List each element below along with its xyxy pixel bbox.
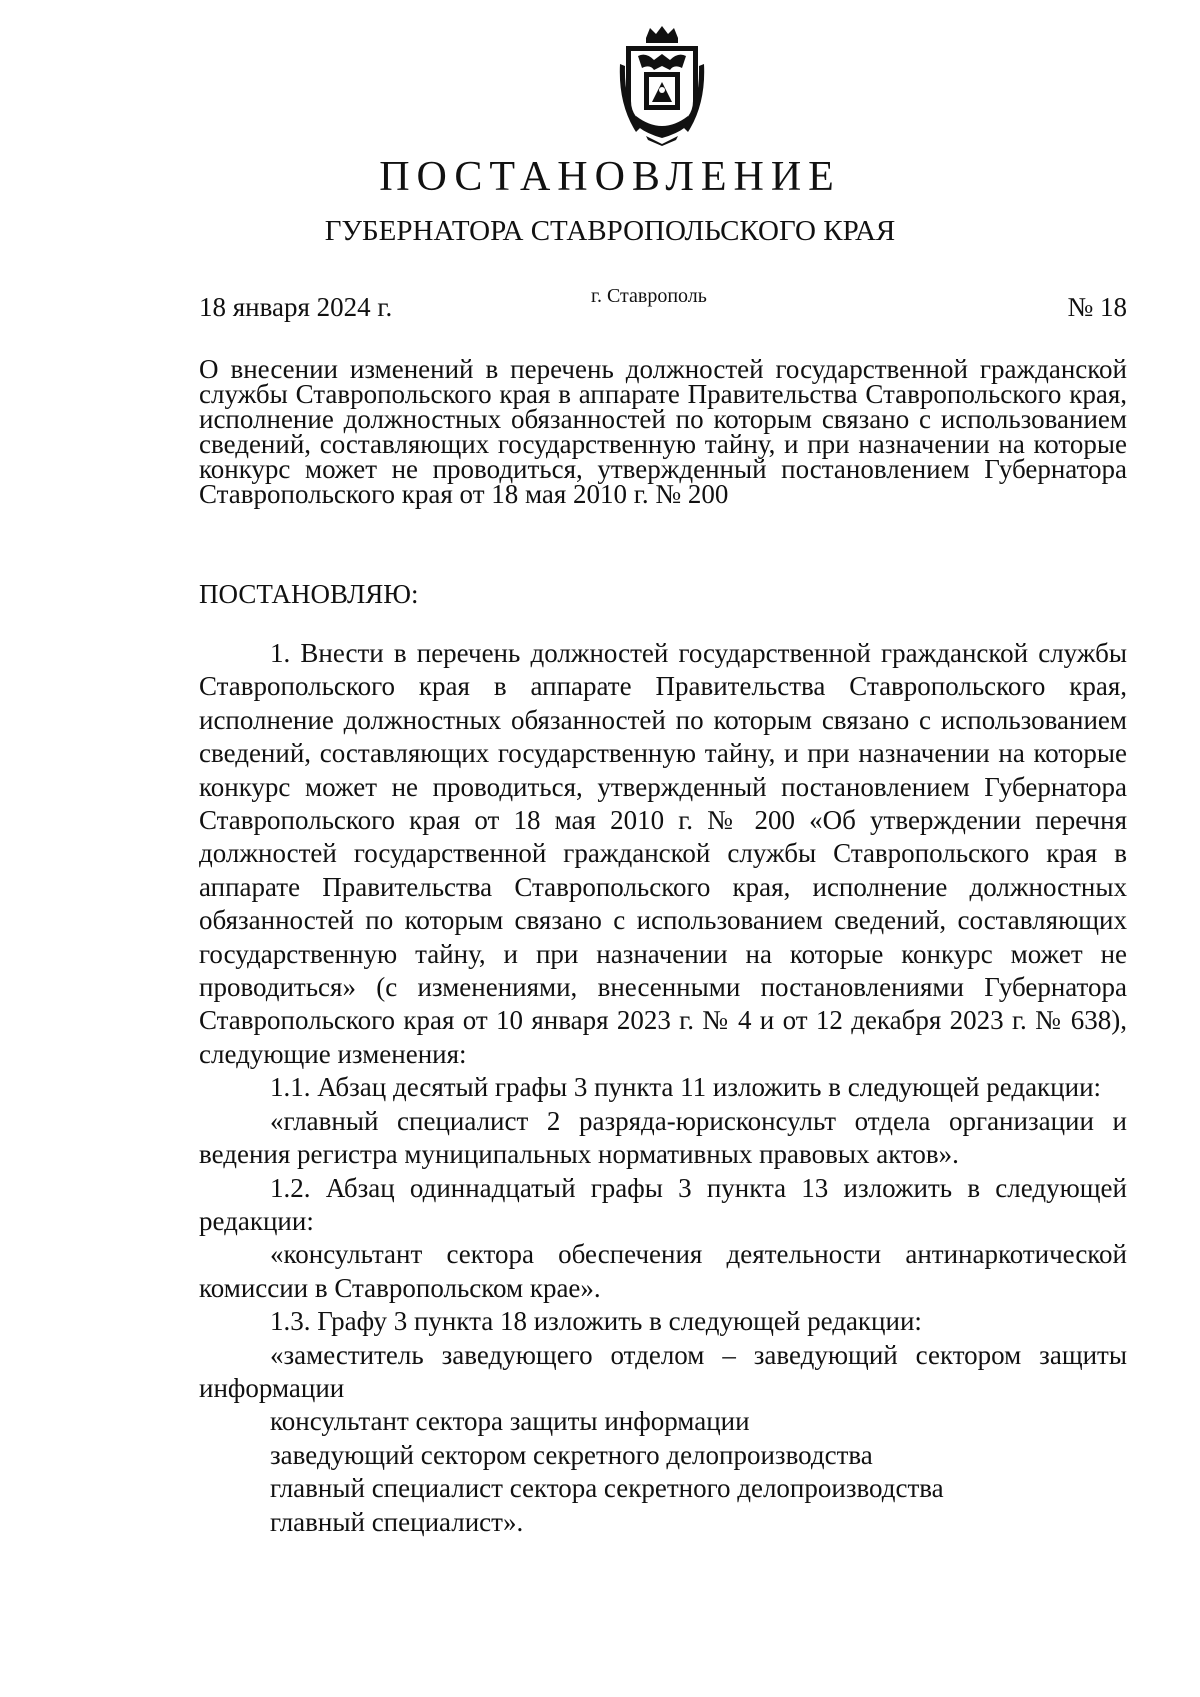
paragraph-1-2-quote: «консультант сектора обеспечения деятельности антинаркотической комиссии в Ставропольском крае». [199, 1239, 1127, 1303]
paragraph-1-3-quote-line-1: «заместитель заведующего отделом – заведующий сектором защиты информации [199, 1339, 1127, 1403]
paragraph-1: 1. Внести в перечень должностей государственной гражданской службы Ставропольского края в аппарате Правительства Ставропольского края, исполнение должностных обязанностей по которым связано с использованием сведений, составляющих государственную тайну, и при назначении на которые конкурс может не проводиться, утвержденный постановлением Губернатора Ставропольского края от 18 мая 2010 г. № 200 «Об утверждении перечня должностей государственной гражданской службы Ставропольского края в аппарате Правительства Ставропольского края, исполнение должностных обязанностей по которым связано с использованием сведений, составляющих государственную тайну, и при назначении на которые конкурс может не проводиться» (с изменениями, внесенными постановлениями Губернатора Ставропольского края от 10 января 2023 г. № 4 и от 12 декабря 2023 г. № 638), следующие изменения: [199, 638, 1127, 1069]
paragraph-1-2: 1.2. Абзац одиннадцатый графы 3 пункта 13 изложить в следующей редакции: [199, 1172, 1127, 1236]
paragraph-1-3-quote-line-2: консультант сектора защиты информации [270, 1406, 750, 1437]
document-city: г. Ставрополь [591, 285, 707, 307]
document-body [199, 637, 1127, 1539]
paragraph-1-3: 1.3. Графу 3 пункта 18 изложить в следующей редакции: [270, 1306, 922, 1337]
document-number: № 18 [1067, 292, 1127, 322]
decree-heading: ПОСТАНОВЛЯЮ: [199, 579, 419, 609]
paragraph-1-1: 1.1. Абзац десятый графы 3 пункта 11 изложить в следующей редакции: [270, 1072, 1102, 1103]
paragraph-1-3-quote-line-5: главный специалист». [270, 1506, 524, 1537]
document-preamble: О внесении изменений в перечень должностей государственной гражданской службы Ставропольского края в аппарате Правительства Ставропольского края, исполнение должностных обязанностей по которым связано с использованием сведений, составляющих государственную тайну, и при назначении на которые конкурс может не проводиться, утвержденный постановлением Губернатора Ставропольского края от 18 мая 2010 г. № 200 [199, 354, 1127, 509]
coat-of-arms-icon [616, 24, 708, 146]
paragraph-1-3-quote-line-3: заведующий сектором секретного делопроизводства [270, 1439, 873, 1470]
paragraph-1-1-quote: «главный специалист 2 разряда-юрисконсульт отдела организации и ведения регистра муниципальных нормативных правовых актов». [199, 1105, 1127, 1170]
document-subtitle: ГУБЕРНАТОРА СТАВРОПОЛЬСКОГО КРАЯ [324, 215, 896, 247]
document-title: ПОСТАНОВЛЕНИЕ [379, 154, 841, 200]
paragraph-1-3-quote-line-4: главный специалист сектора секретного делопроизводства [270, 1473, 944, 1504]
document-date: 18 января 2024 г. [199, 292, 393, 322]
